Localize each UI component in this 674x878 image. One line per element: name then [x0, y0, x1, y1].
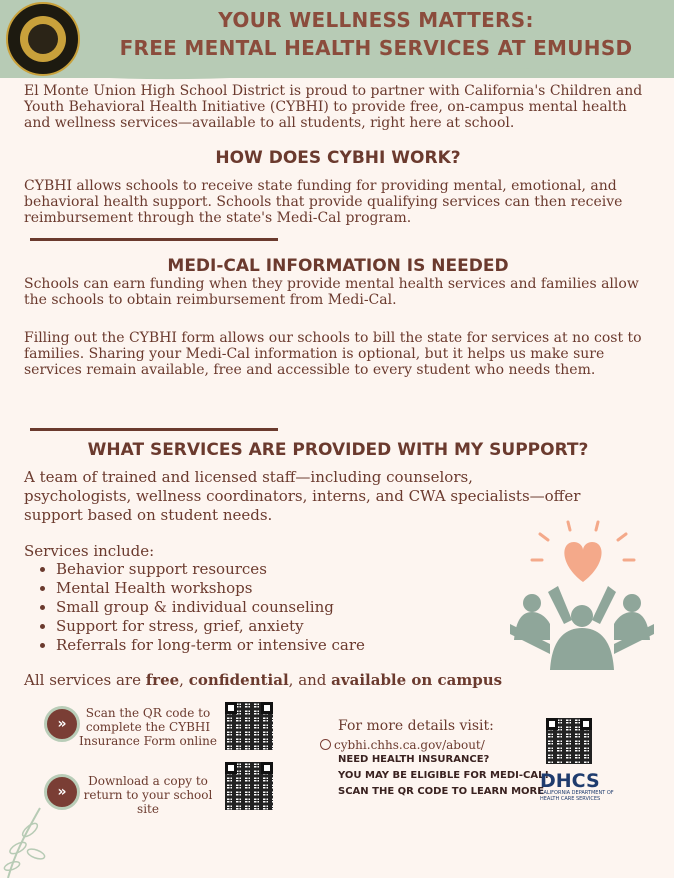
list-item: • Small group & individual counseling [56, 598, 365, 617]
form-qr-code[interactable] [225, 702, 273, 750]
medi-cal-qr-code[interactable] [546, 718, 592, 764]
insurance-line-3: SCAN THE QR CODE TO LEARN MORE [338, 786, 545, 797]
summary-sep-1: , [179, 671, 189, 689]
services-body: A team of trained and licensed staff—including counselors, psychologists, wellness coordinators, interns, and CWA specialists—offer support based on student needs. [24, 468, 581, 524]
medi-heading: MEDI-CAL INFORMATION IS NEEDED [167, 256, 509, 276]
download-copy-text: Download a copy to return to your school site [83, 774, 213, 816]
district-seal-logo [6, 2, 80, 76]
seal-core [28, 24, 58, 54]
summary-free: free [145, 671, 180, 689]
download-copy-button[interactable]: » [44, 774, 80, 810]
insurance-line-1: NEED HEALTH INSURANCE? [338, 754, 490, 765]
insurance-line-2: YOU MAY BE ELIGIBLE FOR MEDI-CAL! [338, 770, 550, 781]
scan-form-text: Scan the QR code to complete the CYBHI Insurance Form online [79, 706, 217, 748]
services-summary [24, 672, 652, 688]
dhcs-logo-sub: CALIFORNIA DEPARTMENT OF HEALTH CARE SERVICES [540, 790, 614, 802]
services-list-intro: Services include: [24, 542, 155, 560]
list-item: • Mental Health workshops [56, 579, 365, 598]
how-heading: HOW DOES CYBHI WORK? [215, 148, 461, 168]
list-item: • Behavior support resources [56, 560, 365, 579]
services-list [24, 560, 365, 655]
download-qr-code[interactable] [225, 762, 273, 810]
wellness-illustration [510, 520, 660, 670]
seal-ring [20, 16, 66, 62]
summary-campus: available on campus [331, 671, 503, 689]
how-body: CYBHI allows schools to receive state funding for providing mental, emotional, and behavioral health support. Schools that provide qualifying services can then receive reimbursement through the state's Medi-Cal program. [24, 178, 623, 226]
page-title-line2: FREE MENTAL HEALTH SERVICES AT EMUHSD [119, 36, 633, 60]
people-icon [510, 586, 654, 670]
dhcs-logo-mark: DHCS [540, 770, 600, 792]
globe-icon [320, 739, 331, 750]
summary-sep-2: , and [288, 671, 332, 689]
page-title-line1: YOUR WELLNESS MATTERS: [218, 8, 534, 32]
intro-paragraph: El Monte Union High School District is proud to partner with California's Children and Youth Behavioral Health Initiative (CYBHI) to provide free, on-campus mental health and wellness services—available to all students, right here at school. [24, 83, 643, 131]
summary-prefix: All services are [24, 671, 146, 689]
details-url-link[interactable] [320, 738, 485, 752]
details-url-text: cybhi.chhs.ca.gov/about/ [334, 738, 485, 752]
services-heading: WHAT SERVICES ARE PROVIDED WITH MY SUPPORT? [87, 440, 589, 460]
divider-2 [30, 428, 278, 431]
divider-1 [30, 238, 278, 241]
medi-body-2: Filling out the CYBHI form allows our schools to bill the state for services at no cost to families. Sharing your Medi-Cal information is optional, but it helps us make sure services remain available, free and accessible to every student who needs them. [24, 330, 642, 378]
heart-icon [564, 542, 601, 582]
summary-confidential: confidential [188, 671, 289, 689]
list-item: • Support for stress, grief, anxiety [56, 617, 365, 636]
medi-body-1: Schools can earn funding when they provide mental health services and families allow the schools to obtain reimbursement from Medi-Cal. [24, 276, 639, 308]
list-item: • Referrals for long-term or intensive care [56, 636, 365, 655]
leaf-decoration [0, 800, 60, 878]
scan-form-button[interactable]: » [44, 706, 80, 742]
dhcs-logo [540, 770, 630, 802]
details-title: For more details visit: [338, 718, 494, 734]
